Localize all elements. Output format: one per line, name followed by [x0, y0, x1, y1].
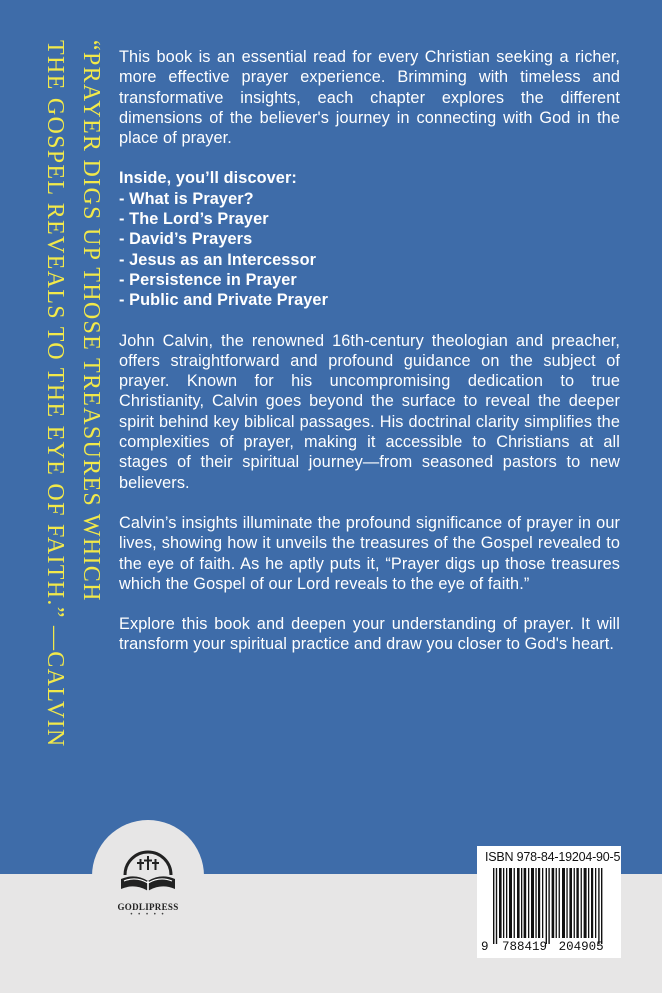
isbn-label: ISBN 978-84-19204-90-5 [485, 850, 621, 864]
quote-attribution: —CALVIN [42, 625, 68, 748]
quote-line-2-text: THE GOSPEL REVEALS TO THE EYE OF FAITH.” [42, 40, 68, 619]
list-item: - What is Prayer? [119, 189, 254, 208]
topic-list [119, 189, 620, 311]
publisher-logo [104, 845, 192, 931]
publisher-name: GODLIPRESS [117, 902, 179, 912]
list-item: - Persistence in Prayer [119, 270, 297, 289]
book-crosses-icon [113, 845, 183, 901]
publisher-dots: • • • • • [130, 912, 166, 918]
list-item: - Public and Private Prayer [119, 291, 329, 310]
list-item: - Jesus as an Intercessor [119, 250, 317, 269]
vertical-quote [26, 40, 106, 748]
list-item: - The Lord’s Prayer [119, 210, 269, 229]
barcode-bars [485, 868, 613, 944]
explore-paragraph: Explore this book and deepen your understanding of prayer. It will transform your spiritual practice and draw you closer to God's heart. [119, 615, 620, 654]
barcode-left-group: 788419 [502, 940, 548, 954]
barcode-right-group: 204905 [558, 940, 604, 954]
intro-paragraph: This book is an essential read for every Christian seeking a richer, more effective prayer experience. Brimming with timeless and transformative insights, each chapter explores the different dimensions of the believer's journey in connecting with God in the place of prayer. [119, 48, 620, 148]
blurb [119, 47, 620, 675]
isbn-barcode [477, 846, 621, 958]
calvin-paragraph: John Calvin, the renowned 16th-century theologian and preacher, offers straightforward and profound guidance on the subject of prayer. Known for his uncompromising dedication to true Christianity, Calvin goes beyond the surface to reveal the deeper spirit behind key biblical passages. His doctrinal clarity simplifies the complexities of prayer, making it accessible to Christians at all stages of their spiritual journey—from seasoned pastors to new believers. [119, 331, 620, 492]
barcode-first-digit: 9 [481, 940, 489, 954]
inside-heading: Inside, you’ll discover: [119, 169, 297, 188]
quote-line-2 [40, 40, 70, 748]
list-item: - David’s Prayers [119, 230, 253, 249]
barcode-digits [481, 940, 604, 954]
insights-paragraph: Calvin’s insights illuminate the profound significance of prayer in our lives, showing how it unveils the treasures of the Gospel revealed to the eye of faith. As he aptly puts it, “Prayer digs up those treasures which the Gospel of our Lord reveals to the eye of faith.” [119, 513, 620, 593]
quote-line-1: “PRAYER DIGS UP THOSE TREASURES WHICH [78, 40, 104, 602]
